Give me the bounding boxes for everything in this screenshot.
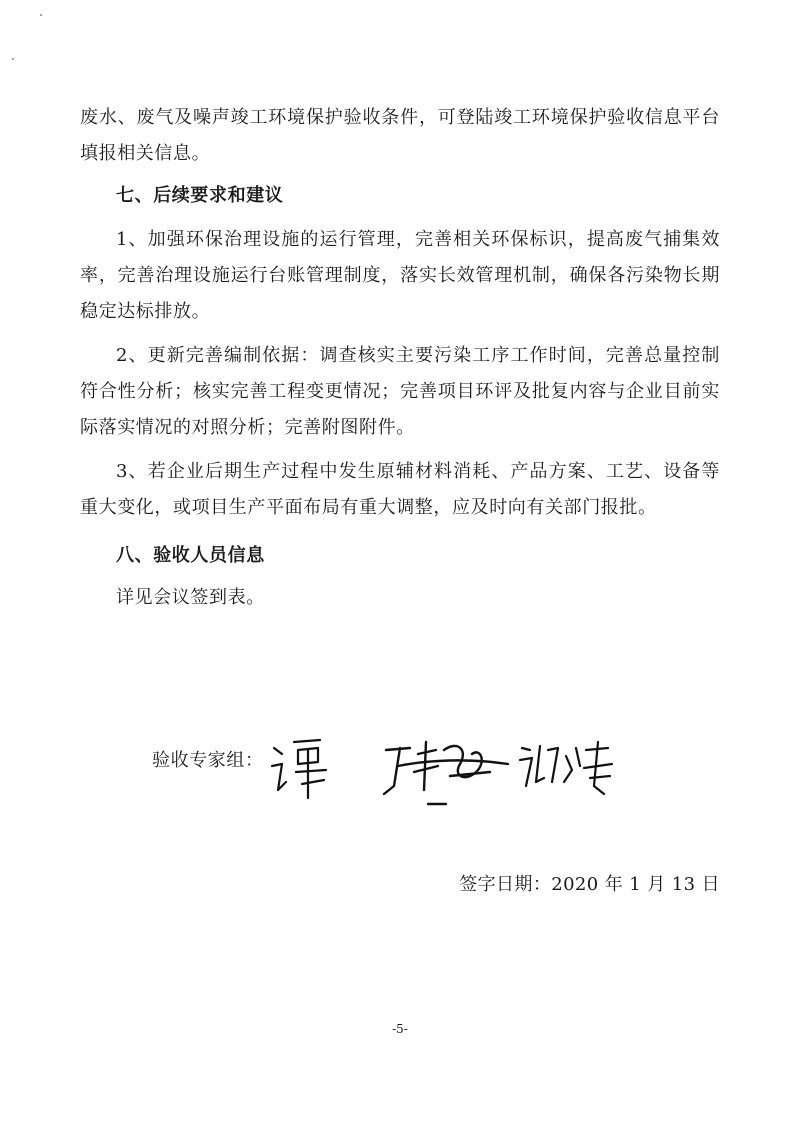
sign-date: 签字日期：2020 年 1 月 13 日: [459, 874, 720, 895]
signature-2: [384, 742, 508, 804]
expert-group-label: 验收专家组：: [152, 750, 264, 771]
handwritten-signatures: [268, 720, 648, 810]
section-heading-8: 八、验收人员信息: [116, 545, 265, 566]
scan-speck: [12, 58, 14, 60]
section-heading-7: 七、后续要求和建议: [116, 185, 284, 206]
scan-speck: [40, 14, 42, 16]
signature-3: [520, 742, 612, 794]
signature-1: [272, 740, 326, 798]
page-number: -5-: [392, 1022, 408, 1036]
paragraph-continuation: 废水、废气及噪声竣工环境保护验收条件，可登陆竣工环境保护验收信息平台填报相关信息。: [80, 107, 720, 164]
paragraph-item-2: 2、更新完善编制依据：调查核实主要污染工序工作时间，完善总量控制符合性分析；核实完善工程变更情况；完善项目环评及批复内容与企业目前实际落实情况的对照分析；完善附图附件。: [80, 345, 720, 438]
paragraph-item-3: 3、若企业后期生产过程中发生原辅材料消耗、产品方案、工艺、设备等重大变化，或项目生产平面布局有重大调整，应及时向有关部门报批。: [80, 461, 720, 518]
paragraph-signin: 详见会议签到表。: [116, 587, 265, 608]
paragraph-item-1: 1、加强环保治理设施的运行管理，完善相关环保标识，提高废气捕集效率，完善治理设施运行台账管理制度，落实长效管理机制，确保各污染物长期稳定达标排放。: [80, 229, 720, 322]
